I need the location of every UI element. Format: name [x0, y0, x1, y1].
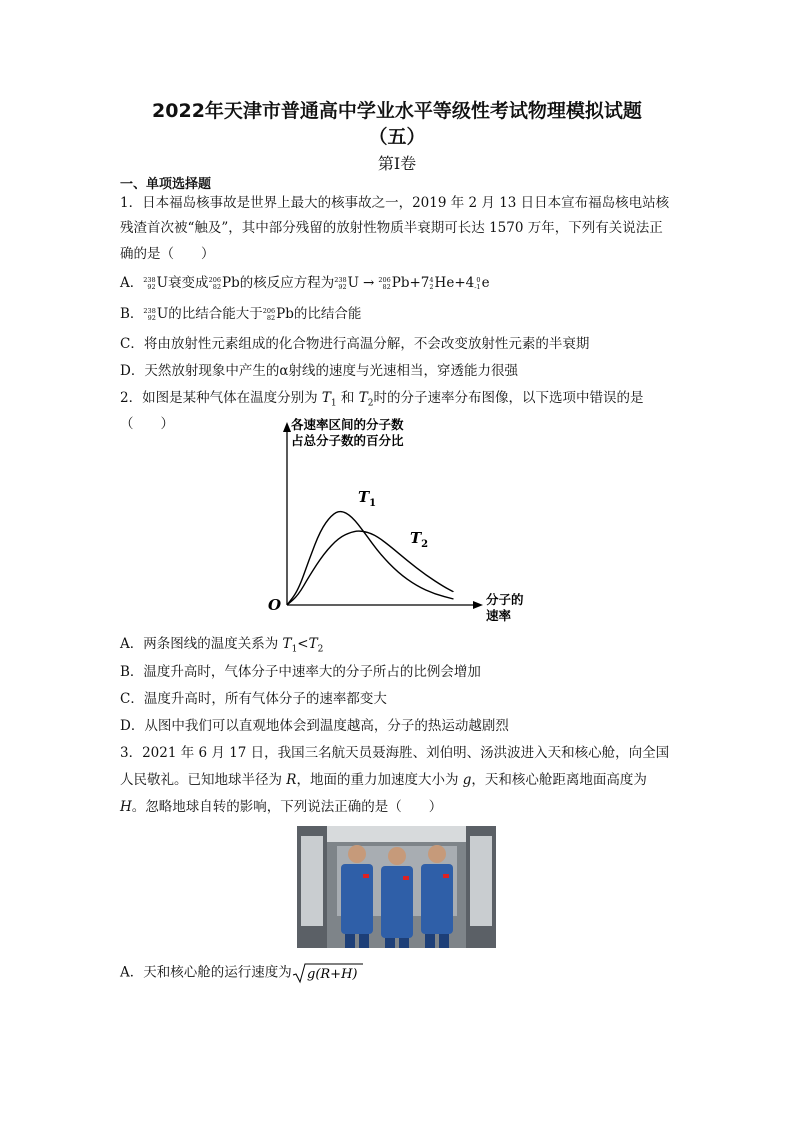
series-t2-curve — [287, 531, 454, 605]
q3-stem-line2: 人民敬礼。已知地球半径为 R，地面的重力加速度大小为 g，天和核心舱距离地面高度为 — [120, 772, 647, 788]
y-axis-arrow-icon — [283, 422, 291, 432]
section-heading: 一、单项选择题 — [120, 177, 212, 192]
nuclide-pb: 206 82 Pb — [378, 275, 410, 291]
arrow-icon: → — [363, 275, 375, 291]
x-axis-label-line2: 速率 — [486, 608, 512, 623]
series-t2-label: $T_2$ — [410, 529, 429, 550]
volume-heading: 第Ⅰ卷 — [377, 154, 417, 173]
nuclide-he: 4 2 He — [429, 275, 455, 291]
nuclide-pb: 206 82 Pb — [262, 306, 294, 322]
paper-title-subtitle: （五） — [368, 126, 426, 148]
paper-title: 2022年天津市普通高中学业水平等级性考试物理模拟试题 — [152, 100, 642, 122]
q1-option-c: C．将由放射性元素组成的化合物进行高温分解，不会改变放射性元素的半衰期 — [120, 336, 590, 352]
series-t1-label: $T_1$ — [358, 488, 377, 509]
q2-option-b: B．温度升高时，气体分子中速率大的分子所占的比例会增加 — [120, 664, 481, 680]
q1-option-d: D．天然放射现象中产生的α射线的速度与光速相当，穿透能力很强 — [120, 363, 518, 379]
nuclide-u: 238 92 U — [143, 275, 169, 291]
q2-stem-line1: 2．如图是某种气体在温度分别为 $T_1$ 和 $T_2$时的分子速率分布图像，以下选项中错误的是 — [120, 390, 644, 409]
option-text: 衰变成 — [168, 275, 209, 291]
x-axis-arrow-icon — [473, 601, 483, 609]
speed-distribution-chart — [262, 412, 524, 624]
q2-option-a: A．两条图线的温度关系为 $T_1<T_2$ — [120, 636, 324, 655]
y-axis-label-line2: 占总分子数的百分比 — [291, 433, 404, 448]
q2-stem-line2: （ ） — [120, 416, 174, 432]
q3-stem-line1: 3．2021 年 6 月 17 日，我国三名航天员聂海胜、刘伯明、汤洪波进入天和核心舱，向全国 — [120, 745, 670, 761]
astronauts-photo — [297, 826, 496, 948]
series-t1-curve — [287, 512, 454, 605]
q2-option-d: D．从图中我们可以直观地体会到温度越高，分子的热运动越剧烈 — [120, 718, 509, 734]
sqrt-icon — [292, 962, 364, 984]
nuclide-pb: 206 82 Pb — [208, 275, 240, 291]
q1-stem-line3: 确的是（ ） — [120, 246, 215, 262]
sqrt-expression: g(R+H) — [306, 967, 358, 982]
y-axis-label-line1: 各速率区间的分子数 — [291, 417, 404, 432]
q1-stem-line1: 1．日本福岛核事故是世界上最大的核事故之一，2019 年 2 月 13 日日本宣布福岛核电站核 — [120, 195, 670, 211]
nuclide-u: 238 92 U — [143, 306, 169, 322]
x-axis-label-line1: 分子的 — [486, 592, 524, 607]
q1-option-a: A． 238 92 U衰变成 206 82 Pb的核反应方程为 238 92 U → 206 82 Pb+7 4 2 He+4 0 -1 e — [120, 275, 490, 291]
option-label: A． — [120, 275, 144, 291]
q1-option-b: B． 238 92 U的比结合能大于 206 82 Pb的比结合能 — [120, 306, 362, 322]
q2-option-c: C．温度升高时，所有气体分子的速率都变大 — [120, 691, 387, 707]
nuclide-e: 0 -1 e — [474, 275, 490, 291]
nuclide-u: 238 92 U — [334, 275, 360, 291]
q3-option-a: A．天和核心舱的运行速度为 g(R+H) — [120, 962, 364, 984]
q1-stem-line2: 残渣首次被“触及”，其中部分残留的放射性物质半衰期可长达 1570 万年，下列有关说法正 — [120, 220, 663, 236]
origin-label: O — [268, 596, 282, 614]
q3-stem-line3: H。忽略地球自转的影响，下列说法正确的是（ ） — [120, 799, 443, 815]
option-text: 的核反应方程为 — [239, 275, 335, 291]
